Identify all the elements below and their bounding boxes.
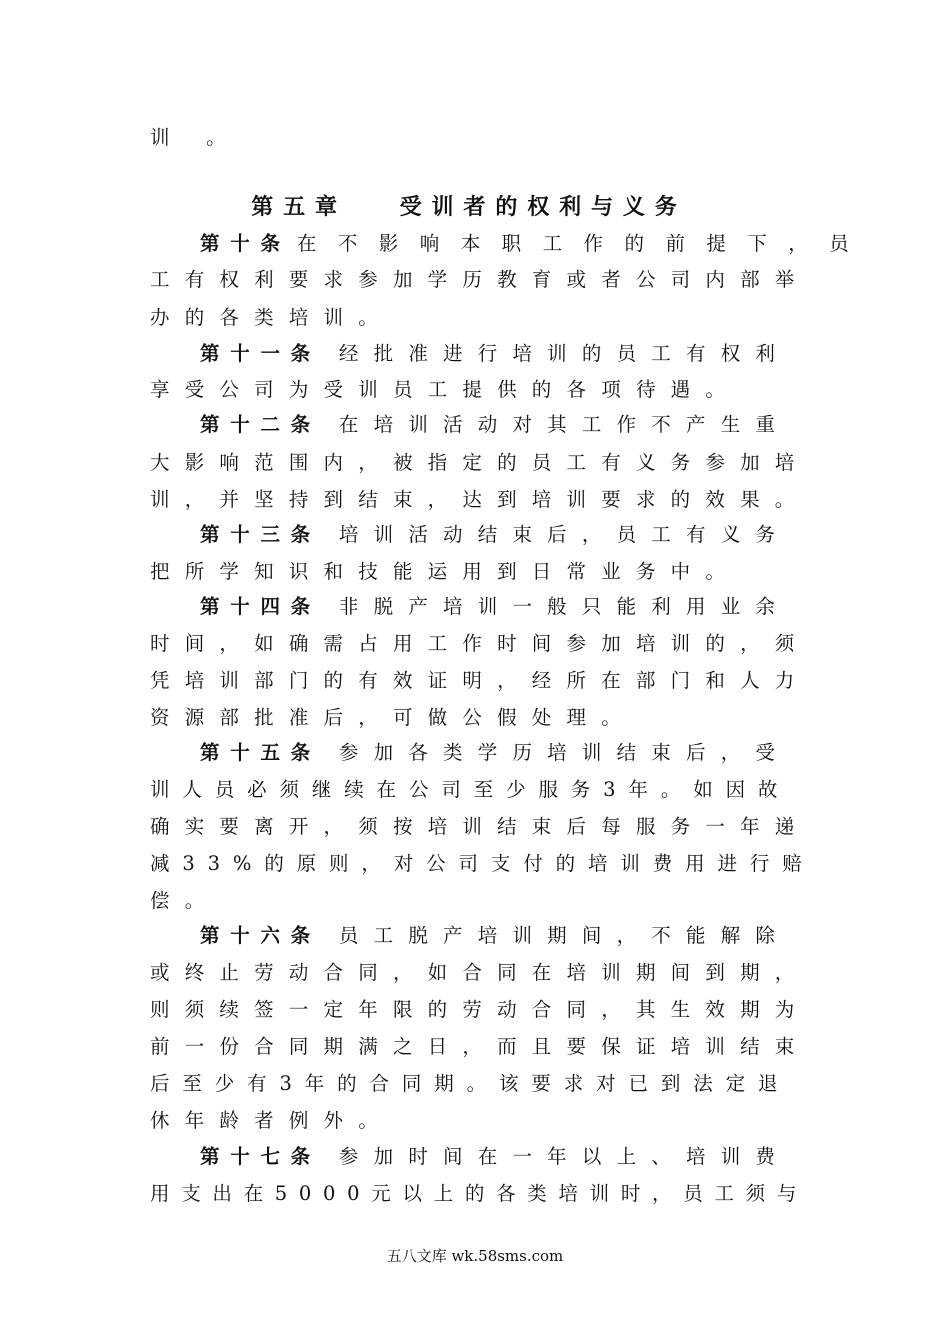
article-15-line: [200, 739, 791, 767]
article-15-title: 第十五条: [200, 741, 321, 764]
article-11-line: [200, 340, 791, 368]
article-14-title: 第十四条: [200, 595, 321, 618]
text-line: 办的各类培训。: [150, 306, 393, 329]
text-line: 前一份合同期满之日，而且要保证培训结束: [150, 1035, 810, 1058]
text-line: 用支出在5000元以上的各类培训时，员工须与: [150, 1182, 809, 1205]
text-line: 则须续签一定年限的劳动合同，其生效期为: [150, 998, 810, 1021]
article-17-title: 第十七条: [200, 1145, 321, 1168]
chapter-heading: 第五章 受训者的权利与义务: [251, 195, 687, 220]
article-12-title: 第十二条: [200, 413, 321, 436]
text-line: 资源部批准后，可做公假处理。: [150, 706, 636, 729]
article-13-line: [200, 521, 791, 549]
text-line: 大影响范围内，被指定的员工有义务参加培: [150, 451, 810, 474]
article-13-title: 第十三条: [200, 523, 321, 546]
article-10-line: [200, 230, 871, 258]
text-line: 时间，如确需占用工作时间参加培训的，须: [150, 632, 810, 655]
article-14-line: [200, 593, 791, 621]
text-line: 减33%的原则，对公司支付的培训费用进行赔: [150, 852, 815, 875]
text-line: 训，并坚持到结束，达到培训要求的效果。: [150, 488, 810, 511]
text-line: 确实要离开，须按培训结束后每服务一年递: [150, 815, 810, 838]
article-16-line: [200, 922, 791, 950]
article-15-text: 参加各类学历培训结束后，受: [338, 741, 791, 764]
article-13-text: 培训活动结束后，员工有义务: [338, 523, 791, 546]
article-16-text: 员工脱产培训期间，不能解除: [338, 924, 791, 947]
text-line: 把所学知识和技能运用到日常业务中。: [150, 560, 741, 583]
text-line: 凭培训部门的有效证明，经所在部门和人力: [150, 669, 810, 692]
article-12-text: 在培训活动对其工作不产生重: [338, 413, 791, 436]
text-line: 偿。: [150, 889, 220, 912]
text-line: 或终止劳动合同，如合同在培训期间到期，: [150, 961, 810, 984]
article-12-line: [200, 411, 791, 439]
article-17-line: [200, 1143, 791, 1171]
article-16-title: 第十六条: [200, 924, 321, 947]
text-line: 训 。: [150, 126, 241, 149]
article-17-text: 参加时间在一年以上、培训费: [338, 1145, 791, 1168]
text-line: 享受公司为受训员工提供的各项待遇。: [150, 378, 741, 401]
text-line: 后至少有3年的合同期。该要求对已到法定退: [150, 1072, 791, 1095]
text-line: 训人员必须继续在公司至少服务3年。如因故: [150, 778, 791, 801]
article-14-text: 非脱产培训一般只能利用业余: [338, 595, 791, 618]
text-line: 休年龄者例外。: [150, 1109, 393, 1132]
text-line: 工有权利要求参加学历教育或者公司内部举: [150, 268, 810, 291]
article-10-text: 在不影响本职工作的前提下，员: [296, 232, 871, 255]
page-footer: 五八文库 wk.58sms.com: [386, 1247, 564, 1265]
article-10-title: 第十条: [200, 232, 291, 255]
article-11-title: 第十一条: [200, 342, 321, 365]
article-11-text: 经批准进行培训的员工有权利: [338, 342, 791, 365]
